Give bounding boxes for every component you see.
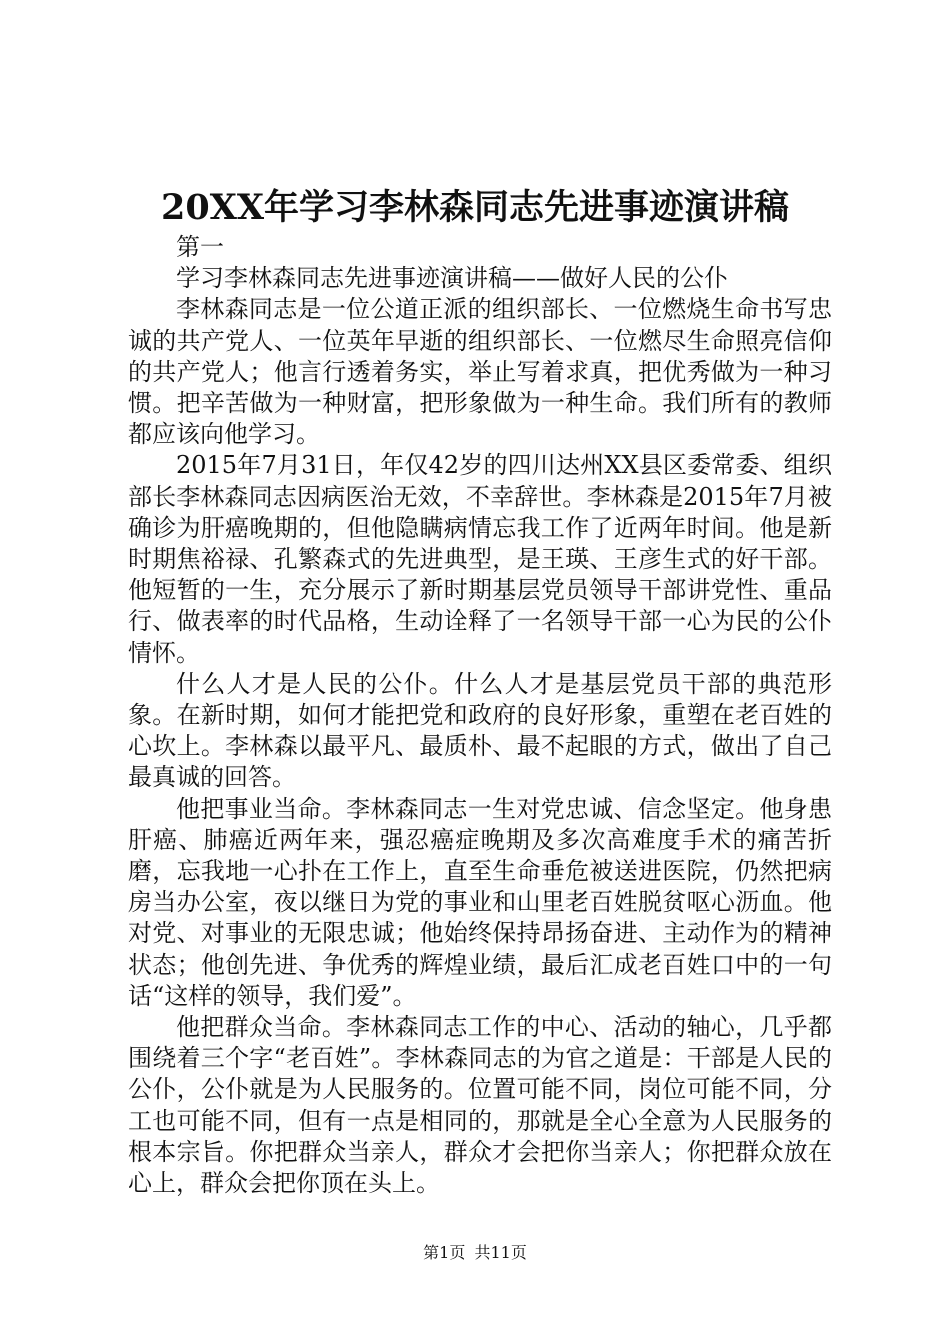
page-footer (0, 1241, 950, 1265)
page-total: 共11页 (474, 1243, 527, 1262)
paragraph-section-label: 第一 (176, 233, 224, 261)
paragraph-background: 2015年7月31日，年仅42岁的四川达州XX县区委常委、组织部长李林森同志因病医治无效，不幸辞世。李林森是2015年7月被确诊为肝癌晚期的，但他隐瞒病情忘我工作了近两年时间。他是新时期焦裕禄、孔繁森式的先进典型，是王瑛、王彦生式的好干部。他短暂的一生，充分展示了新时期基层党员领导干部讲党性、重品行、做表率的时代品格，生动诠释了一名领导干部一心为民的公仆情怀。 (128, 451, 832, 667)
document-title: 20XX年学习李林森同志先进事迹演讲稿 (160, 187, 790, 228)
paragraph-question: 什么人才是人民的公仆。什么人才是基层党员干部的典范形象。在新时期，如何才能把党和政府的良好形象，重塑在老百姓的心坎上。李林森以最平凡、最质朴、最不起眼的方式，做出了自己最真诚的回答。 (128, 669, 832, 792)
paragraph-career: 他把事业当命。李林森同志一生对党忠诚、信念坚定。他身患肝癌、肺癌近两年来，强忍癌症晚期及多次高难度手术的痛苦折磨，忘我地一心扑在工作上，直至生命垂危被送进医院，仍然把病房当办公室，夜以继日为党的事业和山里老百姓脱贫呕心沥血。他对党、对事业的无限忠诚；他始终保持昂扬奋进、主动作为的精神状态；他创先进、争优秀的辉煌业绩，最后汇成老百姓口中的一句话“这样的领导，我们爱”。 (128, 794, 832, 1010)
paragraph-intro: 李林森同志是一位公道正派的组织部长、一位燃烧生命书写忠诚的共产党人、一位英年早逝的组织部长、一位燃尽生命照亮信仰的共产党人；他言行透着务实，举止写着求真，把优秀做为一种习惯。把辛苦做为一种财富，把形象做为一种生命。我们所有的教师都应该向他学习。 (128, 295, 832, 449)
paragraph-subtitle: 学习李林森同志先进事迹演讲稿——做好人民的公仆 (176, 264, 728, 293)
paragraph-masses: 他把群众当命。李林森同志工作的中心、活动的轴心，几乎都围绕着三个字“老百姓”。李林森同志的为官之道是：干部是人民的公仆，公仆就是为人民服务的。位置可能不同，岗位可能不同，分工也可能不同，但有一点是相同的，那就是全心全意为人民服务的根本宗旨。你把群众当亲人，群众才会把你当亲人；你把群众放在心上，群众会把你顶在头上。 (128, 1013, 832, 1198)
document-body (128, 232, 832, 1199)
page-number: 第1页 (423, 1243, 466, 1262)
